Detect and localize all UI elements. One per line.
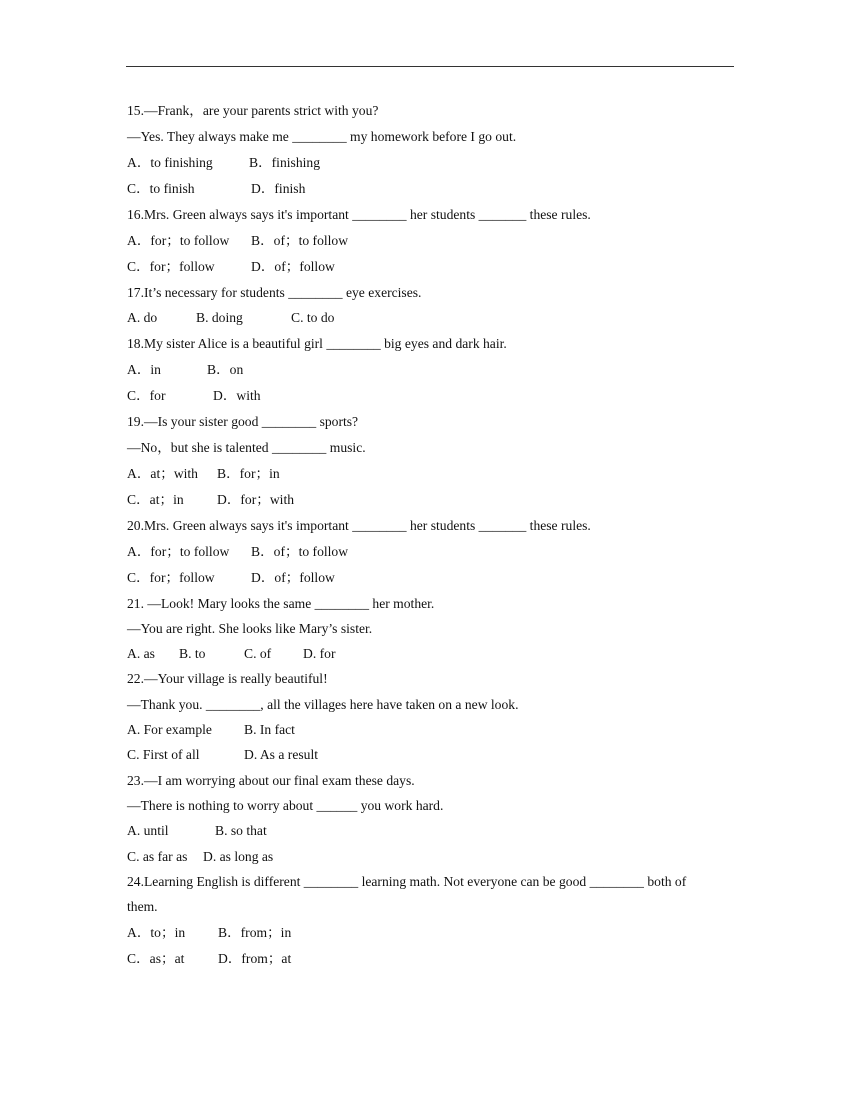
- question-list: [127, 98, 737, 972]
- question-24-option-a: A．to；in: [127, 925, 186, 941]
- question-21-options-row-1: [127, 641, 737, 666]
- question-19-options-row-2: [127, 487, 737, 513]
- question-18-stem: 18.My sister Alice is a beautiful girl ________ big eyes and dark hair.: [127, 335, 507, 351]
- question-20-option-d: D．of；follow: [251, 569, 335, 585]
- question-18-option-c: C．for: [127, 387, 166, 403]
- question-18-option-a: A．in: [127, 361, 161, 377]
- question-19-stem-reply: —No，but she is talented ________ music.: [127, 439, 366, 455]
- question-21-option-d: D. for: [303, 646, 336, 662]
- question-15-option-d: D．finish: [251, 181, 306, 196]
- question-22-stem-reply: —Thank you. ________, all the villages here have taken on a new look.: [127, 696, 519, 712]
- question-20-option-c: C．for；follow: [127, 569, 215, 585]
- question-20-options-row-2: [127, 565, 737, 591]
- question-24-option-c: C．as；at: [127, 951, 185, 967]
- question-17-options-row-1: [127, 305, 737, 330]
- question-15-options-row-2: [127, 176, 737, 202]
- question-22-option-d: D. As a result: [244, 747, 319, 763]
- question-20-option-a: A．for；to follow: [127, 543, 230, 559]
- question-24-option-b: B．from；in: [218, 925, 292, 941]
- question-17-option-c: C. to do: [291, 310, 335, 326]
- question-22-option-b: B. In fact: [244, 722, 295, 738]
- question-23-options-row-2: [127, 844, 737, 869]
- question-23-option-a: A. until: [127, 823, 169, 839]
- question-22-option-c: C. First of all: [127, 747, 200, 763]
- question-23-options-row-1: [127, 818, 737, 843]
- question-16-options-row-1: [127, 228, 737, 254]
- question-24-options-row-2: [127, 946, 737, 972]
- question-18-option-b: B．on: [207, 361, 244, 377]
- question-15-option-b: B．finishing: [249, 155, 320, 170]
- question-19-option-c: C．at；in: [127, 491, 184, 507]
- question-19-option-d: D．for；with: [217, 491, 295, 507]
- question-15-option-a: A．to finishing: [127, 155, 213, 170]
- question-16-stem: 16.Mrs. Green always says it's important ________ her students _______ these rules.: [127, 207, 591, 222]
- question-15-stem-reply: —Yes. They always make me ________ my homework before I go out.: [127, 129, 517, 144]
- question-18-options-row-2: [127, 383, 737, 409]
- question-18-option-d: D．with: [213, 387, 261, 403]
- question-22-options-row-2: [127, 742, 737, 767]
- question-16-options-row-2: [127, 254, 737, 280]
- question-19-option-a: A．at；with: [127, 465, 198, 481]
- question-17-option-a: A. do: [127, 310, 158, 326]
- question-15-options-row-1: [127, 150, 737, 176]
- question-20-stem: 20.Mrs. Green always says it's important ________ her students _______ these rules.: [127, 517, 591, 533]
- question-24-stem: 24.Learning English is different ________ learning math. Not everyone can be good ________ both of: [127, 873, 687, 889]
- question-16-option-d: D．of；follow: [251, 259, 335, 274]
- question-24-option-d: D．from；at: [218, 951, 292, 967]
- question-23-stem: 23.—I am worrying about our final exam these days.: [127, 772, 415, 788]
- question-18-options-row-1: [127, 357, 737, 383]
- question-24-stem-continued: them.: [127, 899, 158, 915]
- question-19-options-row-1: [127, 461, 737, 487]
- question-15-stem: 15.—Frank，are your parents strict with you?: [127, 103, 379, 118]
- question-22-stem: 22.—Your village is really beautiful!: [127, 671, 328, 687]
- question-16-option-b: B．of；to follow: [251, 233, 349, 248]
- question-16-option-a: A．for；to follow: [127, 233, 230, 248]
- question-19-stem: 19.—Is your sister good ________ sports?: [127, 413, 359, 429]
- question-23-option-c: C. as far as: [127, 848, 188, 864]
- question-17-option-b: B. doing: [196, 310, 243, 326]
- question-21-stem-reply: —You are right. She looks like Mary’s sister.: [127, 620, 373, 636]
- question-21-option-c: C. of: [244, 646, 272, 662]
- question-20-option-b: B．of；to follow: [251, 543, 349, 559]
- question-21-stem: 21. —Look! Mary looks the same ________ her mother.: [127, 595, 435, 611]
- question-17-stem: 17.It’s necessary for students ________ eye exercises.: [127, 285, 422, 300]
- question-22-options-row-1: [127, 717, 737, 742]
- question-16-option-c: C．for；follow: [127, 259, 215, 274]
- question-24-options-row-1: [127, 920, 737, 946]
- question-20-options-row-1: [127, 539, 737, 565]
- question-23-option-b: B. so that: [215, 823, 267, 839]
- question-22-option-a: A. For example: [127, 722, 212, 738]
- question-23-option-d: D. as long as: [203, 848, 274, 864]
- question-21-option-b: B. to: [179, 646, 206, 662]
- question-15-option-c: C．to finish: [127, 181, 195, 196]
- question-19-option-b: B．for；in: [217, 465, 280, 481]
- question-23-stem-reply: —There is nothing to worry about ______ you work hard.: [127, 797, 444, 813]
- question-21-option-a: A. as: [127, 646, 155, 662]
- header-rule: [126, 66, 734, 67]
